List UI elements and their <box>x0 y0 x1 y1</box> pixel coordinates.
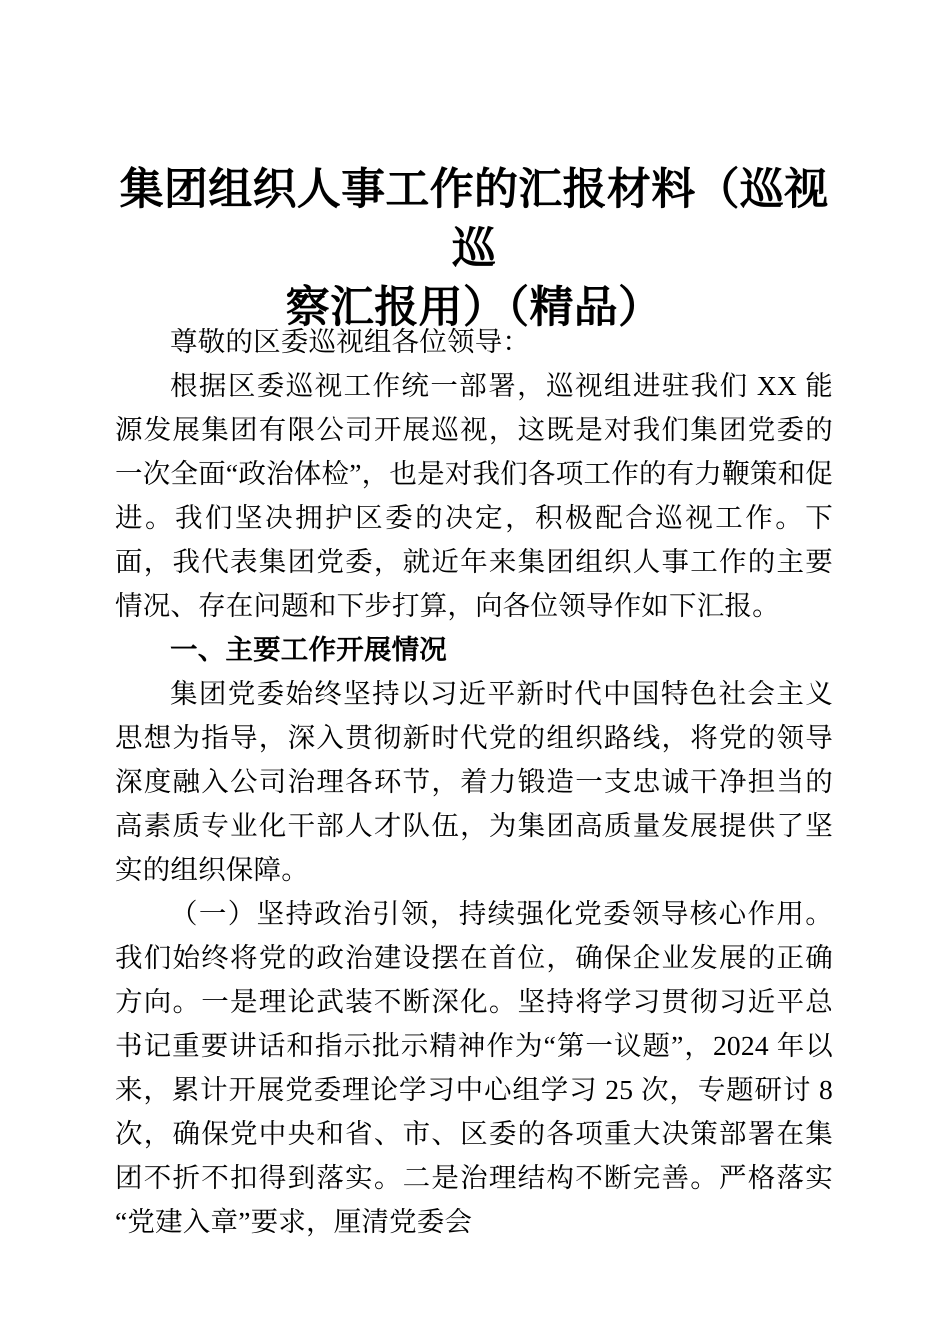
salutation: 尊敬的区委巡视组各位领导： <box>170 326 531 357</box>
paragraph-intro: 根据区委巡视工作统一部署，巡视组进驻我们 XX 能源发展集团有限公司开展巡视，这既是对我们集团党委的一次全面“政治体检”，也是对我们各项工作的有力鞭策和促进。我们坚决拥护区委的决定，积极配合巡视工作。下面，我代表集团党委，就近年来集团组织人事工作的主要情况、存在问题和下步打算，向各位领导作如下汇报。 <box>115 370 833 621</box>
document-body <box>115 320 833 1244</box>
section-heading-1: 一、主要工作开展情况 <box>170 634 447 665</box>
page-title-line-1: 集团组织人事工作的汇报材料（巡视巡 <box>119 165 829 273</box>
page-title-line-2: 察汇报用）（精品） <box>285 283 663 332</box>
paragraph-overview: 集团党委始终坚持以习近平新时代中国特色社会主义思想为指导，深入贯彻新时代党的组织路线，将党的领导深度融入公司治理各环节，着力锻造一支忠诚干净担当的高素质专业化干部人才队伍，为集团高质量发展提供了坚实的组织保障。 <box>115 678 833 885</box>
page-title <box>115 160 833 337</box>
paragraph-item-one: （一）坚持政治引领，持续强化党委领导核心作用。我们始终将党的政治建设摆在首位，确保企业发展的正确方向。一是理论武装不断深化。坚持将学习贯彻习近平总书记重要讲话和指示批示精神作为“第一议题”，2024 年以来，累计开展党委理论学习中心组学习 25 次，专题研讨 8 次，确保党中央和省、市、区委的各项重大决策部署在集团不折不扣得到落实。二是治理结构不断完善。严格落实“党建入章”要求，厘清党委会 <box>115 898 833 1237</box>
